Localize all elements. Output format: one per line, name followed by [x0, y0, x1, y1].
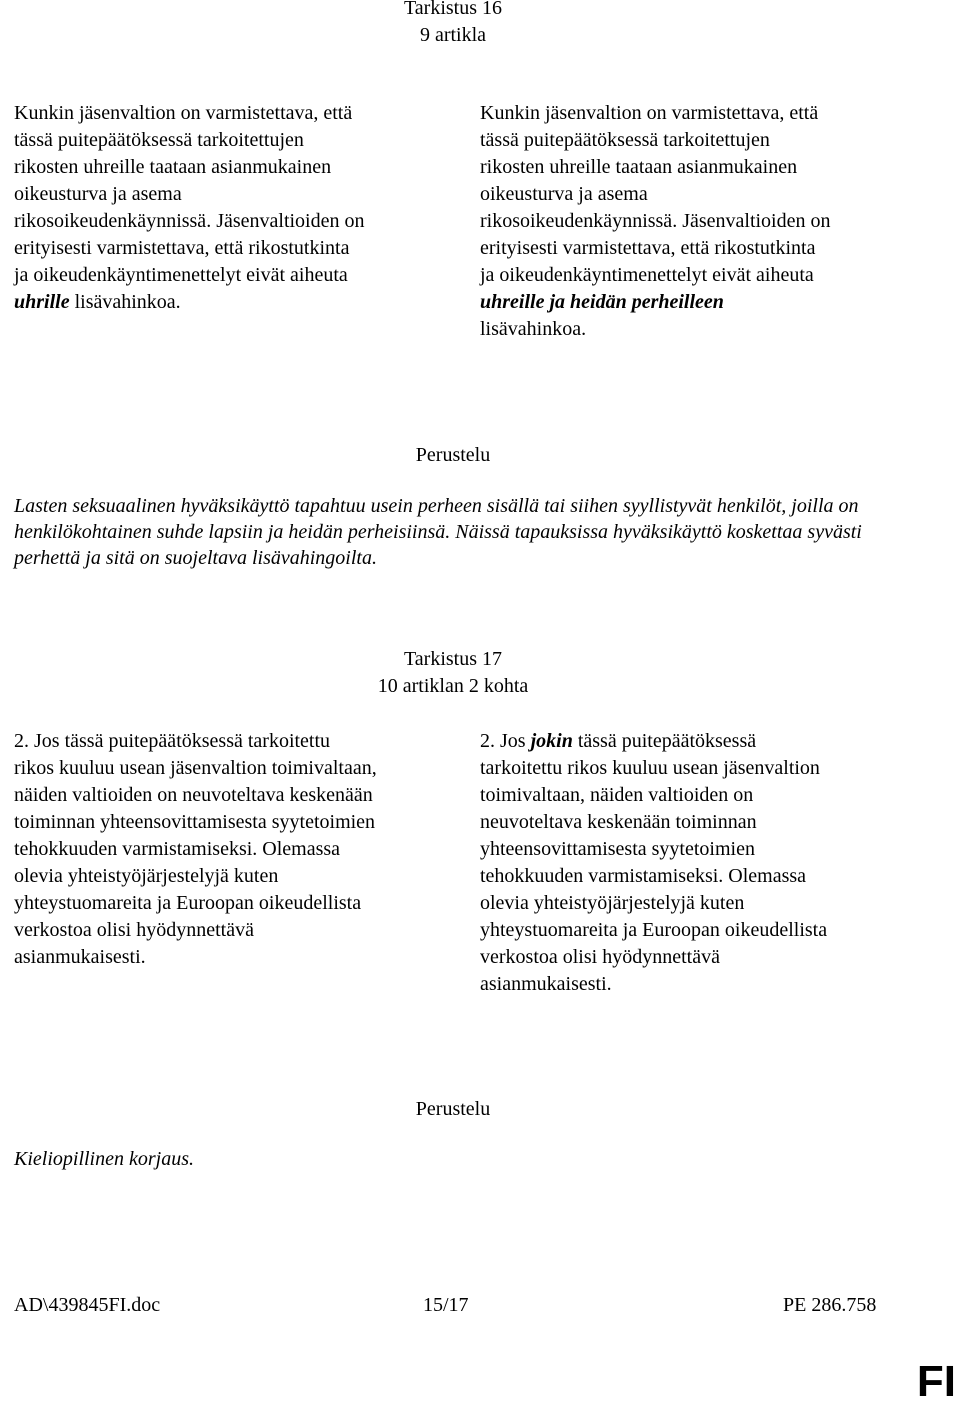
- amendment-16-original-text: [14, 100, 434, 316]
- original-text-tail: lisävahinkoa.: [69, 291, 181, 313]
- amended-text-head: 2. Jos: [480, 730, 531, 752]
- amendment-16-article: 9 artikla: [419, 24, 487, 46]
- amendment-16-justification-title: Perustelu: [415, 444, 491, 466]
- amended-text-body: tässä puitepäätöksessä tarkoitettu rikos kuuluu usean jäsenvaltion toimivaltaan, näiden valtioiden on neuvoteltava keskenään toiminnan yhteensovittamisesta syytetoimien tehokkuuden varmistamiseksi. Olemassa olevia yhteistyöjärjestelyjä kuten yhteystuomareita ja Euroopan oikeudellista verkostoa olisi hyödynnettävä asianmukaisesti.: [480, 730, 828, 995]
- amendment-17-justification: Kieliopillinen korjaus.: [14, 1148, 194, 1170]
- amendment-16-title: Tarkistus 16: [403, 0, 503, 19]
- original-text-body: Kunkin jäsenvaltion on varmistettava, että tässä puitepäätöksessä tarkoitettujen rikosten uhreille taataan asianmukainen oikeusturva ja asema rikosoikeudenkäynnissä. Jäsenvaltioiden on erityisesti varmistettava, että rikostutkinta ja oikeudenkäyntimenettelyt eivät aiheuta: [14, 102, 365, 286]
- amended-text-emphasis: jokin: [530, 730, 573, 752]
- footer-doc-ref: AD\439845FI.doc: [14, 1294, 161, 1316]
- amendment-17-title: Tarkistus 17: [403, 648, 503, 670]
- amendment-17-original-text: 2. Jos tässä puitepäätöksessä tarkoitettu rikos kuuluu usean jäsenvaltion toimivaltaan, näiden valtioiden on neuvoteltava keskenään toiminnan yhteensovittamisesta syytetoimien tehokkuuden varmistamiseksi. Olemassa olevia yhteistyöjärjestelyjä kuten yhteystuomareita ja Euroopan oikeudellista verkostoa olisi hyödynnettävä asianmukaisesti.: [14, 730, 377, 968]
- amendment-16-justification: Lasten seksuaalinen hyväksikäyttö tapahtuu usein perheen sisällä tai siihen syyllistyvät henkilöt, joilla on henkilökohtainen suhde lapsiin ja heidän perheisiinsä. Näissä tapauksissa hyväksikäyttö koskettaa syvästi perhettä ja sitä on suojeltava lisävahingoilta.: [14, 495, 862, 569]
- amendment-17-amended-text: [480, 728, 900, 998]
- amendment-17-justification-title: Perustelu: [415, 1098, 491, 1120]
- amendment-16-amended-text: [480, 100, 900, 343]
- footer-page-number: 15/17: [423, 1294, 469, 1316]
- amended-text-body: Kunkin jäsenvaltion on varmistettava, että tässä puitepäätöksessä tarkoitettujen rikosten uhreille taataan asianmukainen oikeusturva ja asema rikosoikeudenkäynnissä. Jäsenvaltioiden on erityisesti varmistettava, että rikostutkinta ja oikeudenkäyntimenettelyt eivät aiheuta: [480, 102, 831, 286]
- amendment-17-article: 10 artiklan 2 kohta: [377, 675, 529, 697]
- amended-text-tail: lisävahinkoa.: [480, 318, 587, 340]
- footer-pe-ref: PE 286.758: [783, 1294, 877, 1316]
- original-text-emphasis: uhrille: [14, 291, 70, 313]
- amended-text-emphasis: uhreille ja heidän perheilleen: [480, 291, 724, 313]
- language-code: FI: [916, 1357, 956, 1406]
